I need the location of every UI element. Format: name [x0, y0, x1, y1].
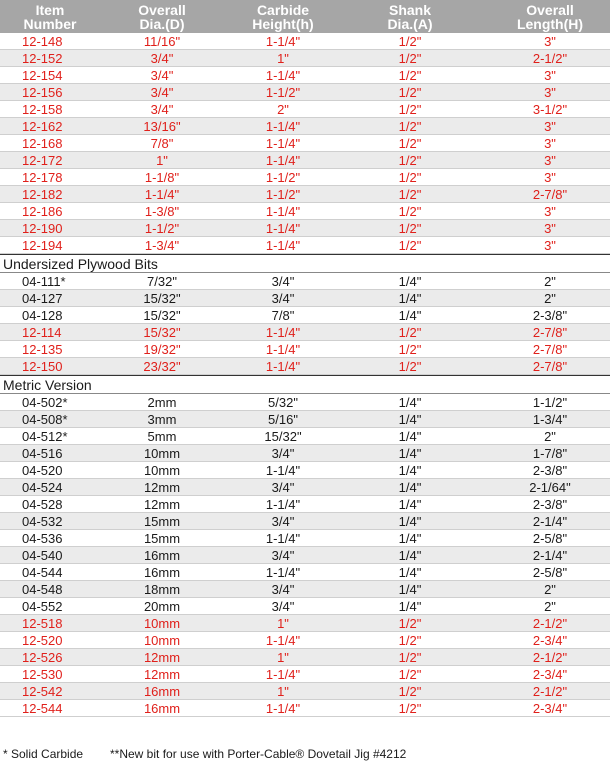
carbide-height-cell: 1-1/4" — [265, 34, 301, 49]
header-overall-length — [490, 3, 610, 31]
carbide-height-cell: 5/16" — [268, 412, 298, 427]
item-number-cell: 04-111* — [22, 274, 66, 289]
table-row — [0, 220, 610, 237]
shank-dia-cell: 1/2" — [398, 119, 422, 134]
item-number-cell: 12-158 — [22, 102, 63, 117]
header-dia-line2: Dia.(D) — [139, 16, 185, 32]
carbide-height-cell: 1-1/4" — [265, 531, 301, 546]
table-row — [0, 341, 610, 358]
item-number-cell: 12-154 — [22, 68, 63, 83]
overall-dia-cell: 13/16" — [143, 119, 181, 134]
shank-dia-cell: 1/2" — [398, 221, 422, 236]
shank-dia-cell: 1/2" — [398, 153, 422, 168]
overall-dia-cell: 12mm — [143, 480, 181, 495]
carbide-height-cell: 3/4" — [271, 599, 295, 614]
carbide-height-cell: 1-1/4" — [265, 565, 301, 580]
section-heading: Undersized Plywood Bits — [0, 254, 610, 273]
table-row — [0, 632, 610, 649]
carbide-height-cell: 1" — [277, 684, 289, 699]
shank-dia-cell: 1/2" — [398, 85, 422, 100]
overall-dia-cell: 15/32" — [143, 325, 181, 340]
table-row — [0, 479, 610, 496]
overall-length-cell: 2-7/8" — [532, 342, 568, 357]
carbide-height-cell: 3/4" — [271, 582, 295, 597]
table-row — [0, 615, 610, 632]
carbide-height-cell: 7/8" — [271, 308, 295, 323]
item-number-cell: 12-194 — [22, 238, 63, 253]
overall-dia-cell: 1" — [156, 153, 168, 168]
overall-length-cell: 2-7/8" — [532, 359, 568, 374]
carbide-height-cell: 3/4" — [271, 446, 295, 461]
table-row — [0, 67, 610, 84]
table-row — [0, 700, 610, 717]
carbide-height-cell: 3/4" — [271, 291, 295, 306]
item-number-cell: 04-528 — [22, 497, 63, 512]
shank-dia-cell: 1/4" — [398, 463, 422, 478]
shank-dia-cell: 1/2" — [398, 34, 422, 49]
overall-dia-cell: 3/4" — [150, 68, 174, 83]
item-number-cell: 12-518 — [22, 616, 63, 631]
overall-length-cell: 2-3/8" — [532, 463, 568, 478]
table-row — [0, 152, 610, 169]
table-row — [0, 186, 610, 203]
shank-dia-cell: 1/2" — [398, 170, 422, 185]
table-row — [0, 237, 610, 254]
overall-dia-cell: 10mm — [143, 616, 181, 631]
item-number-cell: 12-152 — [22, 51, 63, 66]
shank-dia-cell: 1/2" — [398, 359, 422, 374]
table-row — [0, 530, 610, 547]
header-item-line1: Item — [35, 2, 65, 18]
overall-length-cell: 2-3/4" — [532, 701, 568, 716]
overall-length-cell: 3" — [544, 153, 556, 168]
overall-dia-cell: 2mm — [147, 395, 177, 410]
table-row — [0, 101, 610, 118]
shank-dia-cell: 1/4" — [398, 565, 422, 580]
carbide-height-cell: 1-1/4" — [265, 633, 301, 648]
table-row — [0, 290, 610, 307]
overall-length-cell: 3-1/2" — [532, 102, 568, 117]
table-row — [0, 135, 610, 152]
shank-dia-cell: 1/2" — [398, 701, 422, 716]
carbide-height-cell: 1-1/2" — [265, 85, 301, 100]
table-row — [0, 307, 610, 324]
shank-dia-cell: 1/2" — [398, 51, 422, 66]
shank-dia-cell: 1/4" — [398, 582, 422, 597]
carbide-height-cell: 1-1/4" — [265, 342, 301, 357]
item-number-cell: 04-520 — [22, 463, 63, 478]
item-number-cell: 12-172 — [22, 153, 63, 168]
table-row — [0, 581, 610, 598]
shank-dia-cell: 1/2" — [398, 650, 422, 665]
overall-length-cell: 3" — [544, 204, 556, 219]
table-row — [0, 394, 610, 411]
overall-length-cell: 2-1/2" — [532, 51, 568, 66]
table-row — [0, 358, 610, 375]
item-number-cell: 04-524 — [22, 480, 63, 495]
overall-dia-cell: 11/16" — [143, 34, 181, 49]
shank-dia-cell: 1/2" — [398, 136, 422, 151]
overall-length-cell: 2-5/8" — [532, 565, 568, 580]
shank-dia-cell: 1/4" — [398, 395, 422, 410]
overall-dia-cell: 3/4" — [150, 51, 174, 66]
overall-dia-cell: 10mm — [143, 446, 181, 461]
overall-length-cell: 3" — [544, 238, 556, 253]
shank-dia-cell: 1/2" — [398, 325, 422, 340]
carbide-height-cell: 1-1/4" — [265, 68, 301, 83]
overall-dia-cell: 10mm — [143, 633, 181, 648]
carbide-height-cell: 1-1/4" — [265, 359, 301, 374]
item-number-cell: 12-190 — [22, 221, 63, 236]
shank-dia-cell: 1/4" — [398, 599, 422, 614]
overall-length-cell: 2-3/4" — [532, 633, 568, 648]
carbide-height-cell: 1" — [277, 51, 289, 66]
overall-dia-cell: 1-1/2" — [144, 221, 180, 236]
item-number-cell: 12-544 — [22, 701, 63, 716]
overall-dia-cell: 15mm — [143, 514, 181, 529]
overall-dia-cell: 3mm — [147, 412, 177, 427]
overall-dia-cell: 15/32" — [143, 308, 181, 323]
overall-length-cell: 3" — [544, 34, 556, 49]
table-row — [0, 683, 610, 700]
overall-length-cell: 2" — [544, 582, 556, 597]
overall-length-cell: 2" — [544, 599, 556, 614]
overall-length-cell: 2-1/64" — [529, 480, 571, 495]
item-number-cell: 04-508* — [22, 412, 68, 427]
shank-dia-cell: 1/4" — [398, 548, 422, 563]
table-row — [0, 324, 610, 341]
shank-dia-cell: 1/2" — [398, 667, 422, 682]
item-number-cell: 12-168 — [22, 136, 63, 151]
header-shank-dia — [355, 3, 465, 31]
header-shank-line1: Shank — [388, 2, 431, 18]
overall-dia-cell: 18mm — [143, 582, 181, 597]
overall-length-cell: 2" — [544, 274, 556, 289]
shank-dia-cell: 1/4" — [398, 412, 422, 427]
item-number-cell: 04-502* — [22, 395, 68, 410]
header-carbide-line2: Height(h) — [252, 16, 314, 32]
item-number-cell: 12-530 — [22, 667, 63, 682]
item-number-cell: 12-182 — [22, 187, 63, 202]
item-number-cell: 12-186 — [22, 204, 63, 219]
overall-length-cell: 2-5/8" — [532, 531, 568, 546]
overall-length-cell: 2-7/8" — [532, 325, 568, 340]
header-overall-dia — [112, 3, 212, 31]
overall-length-cell: 2-3/4" — [532, 667, 568, 682]
table-body — [0, 33, 610, 717]
table-row — [0, 513, 610, 530]
carbide-height-cell: 1-1/4" — [265, 463, 301, 478]
carbide-height-cell: 1" — [277, 650, 289, 665]
overall-length-cell: 2-1/4" — [532, 514, 568, 529]
shank-dia-cell: 1/4" — [398, 480, 422, 495]
carbide-height-cell: 1-1/4" — [265, 221, 301, 236]
item-number-cell: 12-520 — [22, 633, 63, 648]
table-row — [0, 428, 610, 445]
carbide-height-cell: 2" — [277, 102, 289, 117]
overall-length-cell: 2-1/4" — [532, 548, 568, 563]
table-row — [0, 33, 610, 50]
table-row — [0, 564, 610, 581]
overall-dia-cell: 16mm — [143, 684, 181, 699]
overall-dia-cell: 12mm — [143, 497, 181, 512]
table-row — [0, 649, 610, 666]
item-number-cell: 12-114 — [22, 325, 62, 340]
item-number-cell: 04-548 — [22, 582, 63, 597]
shank-dia-cell: 1/2" — [398, 204, 422, 219]
overall-length-cell: 2" — [544, 291, 556, 306]
header-length-line2: Length(H) — [516, 16, 584, 32]
table-row — [0, 666, 610, 683]
carbide-height-cell: 1-1/4" — [265, 325, 301, 340]
overall-length-cell: 2-1/2" — [532, 684, 568, 699]
item-number-cell: 12-148 — [22, 34, 63, 49]
overall-length-cell: 2-3/8" — [532, 497, 568, 512]
carbide-height-cell: 3/4" — [271, 480, 295, 495]
table-row — [0, 118, 610, 135]
shank-dia-cell: 1/2" — [398, 68, 422, 83]
header-length-line1: Overall — [526, 2, 574, 18]
item-number-cell: 04-127 — [22, 291, 63, 306]
overall-dia-cell: 7/8" — [150, 136, 174, 151]
overall-dia-cell: 3/4" — [150, 85, 174, 100]
overall-length-cell: 2-3/8" — [532, 308, 568, 323]
overall-length-cell: 2-7/8" — [532, 187, 568, 202]
shank-dia-cell: 1/2" — [398, 102, 422, 117]
shank-dia-cell: 1/2" — [398, 633, 422, 648]
overall-length-cell: 2" — [544, 429, 556, 444]
overall-dia-cell: 16mm — [143, 701, 181, 716]
carbide-height-cell: 1-1/4" — [265, 667, 301, 682]
shank-dia-cell: 1/4" — [398, 497, 422, 512]
carbide-height-cell: 1-1/4" — [265, 153, 301, 168]
item-number-cell: 12-178 — [22, 170, 63, 185]
header-dia-line1: Overall — [138, 2, 186, 18]
overall-dia-cell: 5mm — [147, 429, 177, 444]
overall-dia-cell: 1-1/8" — [144, 170, 180, 185]
header-carbide-height — [228, 3, 338, 31]
carbide-height-cell: 15/32" — [264, 429, 302, 444]
overall-length-cell: 3" — [544, 68, 556, 83]
overall-length-cell: 1-1/2" — [532, 395, 568, 410]
overall-dia-cell: 10mm — [143, 463, 181, 478]
table-row — [0, 496, 610, 513]
footnote-new-bit: **New bit for use with Porter-Cable® Dovetail Jig #4212 — [110, 747, 407, 761]
overall-dia-cell: 15mm — [143, 531, 181, 546]
carbide-height-cell: 3/4" — [271, 514, 295, 529]
carbide-height-cell: 1-1/4" — [265, 136, 301, 151]
overall-length-cell: 3" — [544, 119, 556, 134]
table-row — [0, 598, 610, 615]
overall-dia-cell: 1-3/8" — [144, 204, 180, 219]
table-row — [0, 50, 610, 67]
item-number-cell: 04-552 — [22, 599, 63, 614]
overall-dia-cell: 1-3/4" — [144, 238, 180, 253]
overall-dia-cell: 3/4" — [150, 102, 174, 117]
shank-dia-cell: 1/2" — [398, 684, 422, 699]
shank-dia-cell: 1/4" — [398, 446, 422, 461]
overall-dia-cell: 19/32" — [143, 342, 181, 357]
item-number-cell: 12-162 — [22, 119, 63, 134]
carbide-height-cell: 3/4" — [271, 274, 295, 289]
carbide-height-cell: 1" — [277, 616, 289, 631]
table-row — [0, 411, 610, 428]
item-number-cell: 04-532 — [22, 514, 63, 529]
overall-length-cell: 1-3/4" — [532, 412, 568, 427]
item-number-cell: 04-540 — [22, 548, 63, 563]
table-header — [0, 0, 610, 33]
overall-dia-cell: 15/32" — [143, 291, 181, 306]
carbide-height-cell: 1-1/4" — [265, 119, 301, 134]
carbide-height-cell: 1-1/2" — [265, 170, 301, 185]
shank-dia-cell: 1/4" — [398, 291, 422, 306]
shank-dia-cell: 1/2" — [398, 187, 422, 202]
carbide-height-cell: 1-1/4" — [265, 701, 301, 716]
overall-dia-cell: 7/32" — [147, 274, 177, 289]
shank-dia-cell: 1/2" — [398, 238, 422, 253]
item-number-cell: 04-512* — [22, 429, 68, 444]
table-row — [0, 547, 610, 564]
overall-length-cell: 3" — [544, 85, 556, 100]
shank-dia-cell: 1/2" — [398, 616, 422, 631]
table-row — [0, 203, 610, 220]
table-row — [0, 169, 610, 186]
overall-length-cell: 2-1/2" — [532, 616, 568, 631]
header-shank-line2: Dia.(A) — [387, 16, 433, 32]
header-item-number — [0, 3, 100, 31]
table-footnotes — [0, 744, 610, 765]
carbide-height-cell: 1-1/4" — [265, 238, 301, 253]
carbide-height-cell: 5/32" — [268, 395, 298, 410]
footnote-solid-carbide: * Solid Carbide — [3, 747, 84, 761]
item-number-cell: 04-516 — [22, 446, 63, 461]
section-heading: Metric Version — [0, 375, 610, 394]
carbide-height-cell: 1-1/2" — [265, 187, 301, 202]
overall-length-cell: 3" — [544, 221, 556, 236]
overall-dia-cell: 12mm — [143, 650, 181, 665]
table-row — [0, 84, 610, 101]
item-number-cell: 04-128 — [22, 308, 63, 323]
overall-dia-cell: 12mm — [143, 667, 181, 682]
shank-dia-cell: 1/4" — [398, 514, 422, 529]
overall-dia-cell: 20mm — [143, 599, 181, 614]
overall-length-cell: 1-7/8" — [532, 446, 568, 461]
table-row — [0, 273, 610, 290]
shank-dia-cell: 1/4" — [398, 308, 422, 323]
carbide-height-cell: 1-1/4" — [265, 204, 301, 219]
overall-length-cell: 3" — [544, 136, 556, 151]
overall-length-cell: 2-1/2" — [532, 650, 568, 665]
table-row — [0, 445, 610, 462]
header-item-line2: Number — [23, 16, 77, 32]
item-number-cell: 04-544 — [22, 565, 63, 580]
carbide-height-cell: 3/4" — [271, 548, 295, 563]
shank-dia-cell: 1/4" — [398, 429, 422, 444]
shank-dia-cell: 1/4" — [398, 531, 422, 546]
shank-dia-cell: 1/2" — [398, 342, 422, 357]
header-carbide-line1: Carbide — [256, 2, 310, 18]
item-number-cell: 12-156 — [22, 85, 63, 100]
carbide-height-cell: 1-1/4" — [265, 497, 301, 512]
overall-dia-cell: 23/32" — [143, 359, 181, 374]
overall-dia-cell: 16mm — [143, 548, 181, 563]
table-row — [0, 462, 610, 479]
item-number-cell: 12-542 — [22, 684, 63, 699]
item-number-cell: 12-150 — [22, 359, 63, 374]
overall-length-cell: 3" — [544, 170, 556, 185]
overall-dia-cell: 1-1/4" — [144, 187, 180, 202]
item-number-cell: 12-526 — [22, 650, 63, 665]
shank-dia-cell: 1/4" — [398, 274, 422, 289]
item-number-cell: 12-135 — [22, 342, 63, 357]
item-number-cell: 04-536 — [22, 531, 63, 546]
overall-dia-cell: 16mm — [143, 565, 181, 580]
